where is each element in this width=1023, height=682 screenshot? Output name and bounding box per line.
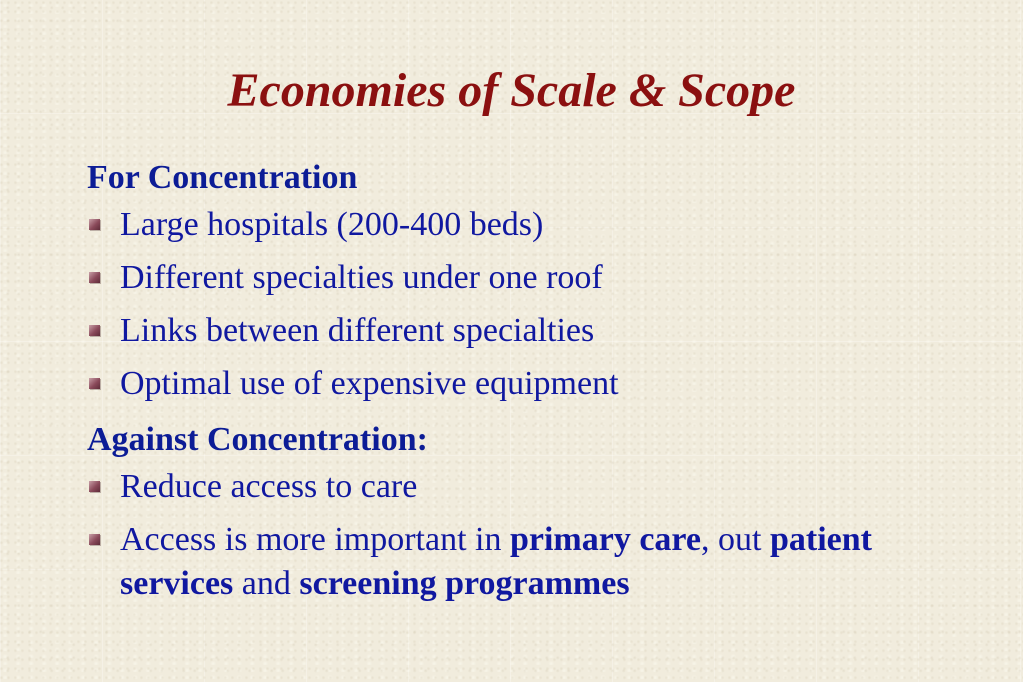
bold-term-screening-programmes: screening programmes (299, 565, 630, 602)
bold-term-patient-services: patient services (120, 521, 872, 602)
text-run: Access is more important in (120, 521, 510, 558)
list-item-text (120, 521, 872, 602)
section-heading-against: Against Concentration: (87, 421, 428, 458)
bullet-list-for (87, 203, 967, 415)
square-bullet-icon (89, 272, 100, 283)
list-item (87, 362, 967, 415)
list-item-text: Large hospitals (200-400 beds) (120, 206, 544, 243)
square-bullet-icon (89, 325, 100, 336)
list-item-text: Optimal use of expensive equipment (120, 365, 619, 402)
list-item-text: Reduce access to care (120, 468, 418, 505)
list-item-text: Different specialties under one roof (120, 259, 603, 296)
bullet-list-against (87, 465, 967, 606)
slide-title: Economies of Scale & Scope (227, 64, 796, 117)
list-item-rich (87, 518, 967, 606)
list-item-text: Links between different specialties (120, 312, 595, 349)
text-run: , out (701, 521, 770, 558)
square-bullet-icon (89, 481, 100, 492)
square-bullet-icon (89, 378, 100, 389)
slide-content (87, 153, 967, 606)
bold-term-primary-care: primary care (509, 521, 702, 558)
square-bullet-icon (89, 219, 100, 230)
list-item (87, 203, 967, 256)
square-bullet-icon (89, 534, 100, 545)
list-item (87, 256, 967, 309)
text-run: and (233, 565, 300, 602)
list-item (87, 465, 967, 518)
list-item (87, 309, 967, 362)
section-heading-for: For Concentration (87, 159, 358, 196)
